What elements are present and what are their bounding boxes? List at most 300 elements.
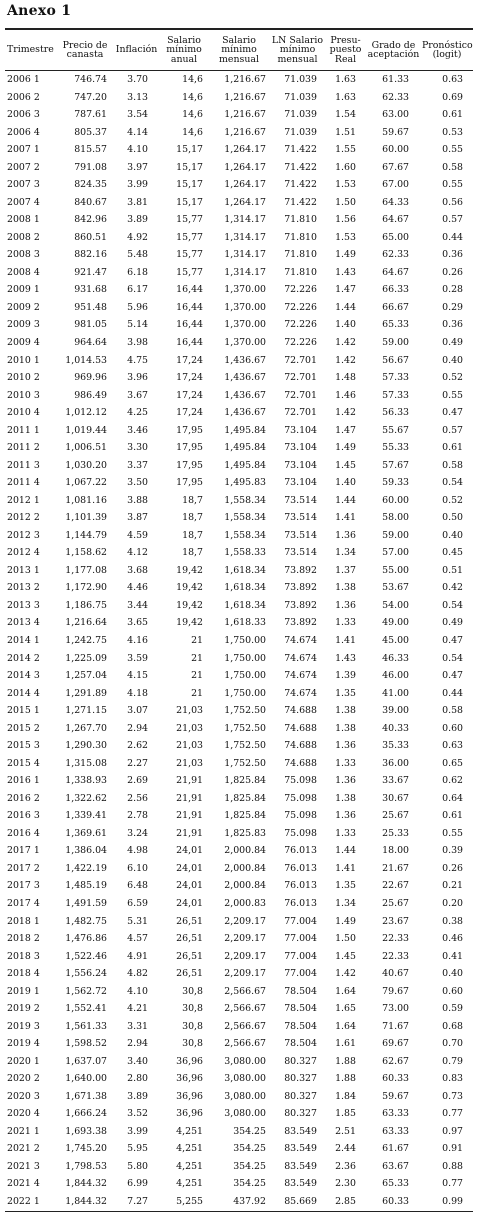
table-row xyxy=(5,211,473,229)
column-header: Pronóstico (logit) xyxy=(421,30,473,71)
table-cell: 77.004 xyxy=(284,933,317,945)
table-cell: 2.30 xyxy=(335,1178,356,1190)
table-cell: 25.33 xyxy=(382,827,409,839)
table-cell: 1,750.00 xyxy=(224,652,266,664)
table-cell: 15,17 xyxy=(176,196,203,208)
table-cell: 15,77 xyxy=(176,266,203,278)
table-row xyxy=(5,597,473,615)
table-cell: 4.59 xyxy=(127,529,148,541)
table-cell: 3.98 xyxy=(127,336,148,348)
table-cell: 969.96 xyxy=(74,372,107,384)
table-cell: 1,558.34 xyxy=(224,529,266,541)
table-cell: 73.514 xyxy=(284,494,317,506)
table-cell: 2011 4 xyxy=(7,477,40,489)
table-cell: 2018 4 xyxy=(7,968,40,980)
table-cell: 1,338.93 xyxy=(65,775,107,787)
table-cell: 3.07 xyxy=(127,705,148,717)
table-cell: 1.40 xyxy=(335,319,356,331)
table-row xyxy=(5,316,473,334)
table-row xyxy=(5,755,473,773)
table-cell: 1.54 xyxy=(335,109,356,121)
table-cell: 83.549 xyxy=(284,1178,317,1190)
table-cell: 57.33 xyxy=(382,389,409,401)
table-cell: 30,8 xyxy=(182,985,203,997)
table-cell: 24,01 xyxy=(176,862,203,874)
table-cell: 4.75 xyxy=(127,354,148,366)
table-cell: 17,24 xyxy=(176,372,203,384)
table-cell: 25.67 xyxy=(382,897,409,909)
table-cell: 2020 2 xyxy=(7,1073,40,1085)
table-cell: 0.50 xyxy=(442,512,463,524)
table-cell: 2013 1 xyxy=(7,564,40,576)
table-cell: 2019 3 xyxy=(7,1020,40,1032)
table-cell: 0.49 xyxy=(442,336,463,348)
table-cell: 80.327 xyxy=(284,1090,317,1102)
table-cell: 2019 4 xyxy=(7,1038,40,1050)
table-cell: 14,6 xyxy=(182,91,203,103)
table-cell: 931.68 xyxy=(74,284,107,296)
table-cell: 21,91 xyxy=(176,775,203,787)
table-cell: 860.51 xyxy=(74,231,107,243)
table-cell: 71.810 xyxy=(284,214,317,226)
table-cell: 14,6 xyxy=(182,109,203,121)
table-cell: 1,825.84 xyxy=(224,810,266,822)
table-cell: 1,618.34 xyxy=(224,582,266,594)
table-cell: 1,495.84 xyxy=(224,459,266,471)
table-cell: 18,7 xyxy=(182,529,203,541)
table-cell: 71.039 xyxy=(284,109,317,121)
table-cell: 1.36 xyxy=(335,775,356,787)
table-cell: 2010 2 xyxy=(7,372,40,384)
table-cell: 0.65 xyxy=(442,757,463,769)
table-cell: 1.38 xyxy=(335,792,356,804)
table-cell: 1,186.75 xyxy=(65,599,107,611)
table-cell: 1.42 xyxy=(335,336,356,348)
table-cell: 74.688 xyxy=(284,757,317,769)
table-cell: 2,209.17 xyxy=(224,915,266,927)
table-cell: 1,012.12 xyxy=(65,407,107,419)
table-cell: 1,752.50 xyxy=(224,757,266,769)
table-cell: 63.33 xyxy=(382,1125,409,1137)
table-cell: 74.688 xyxy=(284,740,317,752)
table-cell: 2.44 xyxy=(335,1143,356,1155)
table-cell: 2007 3 xyxy=(7,179,40,191)
table-cell: 3.59 xyxy=(127,652,148,664)
table-cell: 1,172.90 xyxy=(65,582,107,594)
table-cell: 1,798.53 xyxy=(65,1160,107,1172)
table-cell: 1.35 xyxy=(335,880,356,892)
table-cell: 2020 1 xyxy=(7,1055,40,1067)
table-cell: 3.99 xyxy=(127,1125,148,1137)
table-cell: 4.25 xyxy=(127,407,148,419)
table-cell: 60.33 xyxy=(366,1193,421,1211)
table-cell: 1.63 xyxy=(335,91,356,103)
table-cell: 71.039 xyxy=(284,91,317,103)
table-cell: 0.58 xyxy=(442,459,463,471)
table-cell: 1,561.33 xyxy=(65,1020,107,1032)
table-cell: 3.24 xyxy=(127,827,148,839)
table-cell: 0.97 xyxy=(442,1125,463,1137)
table-cell: 0.47 xyxy=(442,670,463,682)
table-cell: 25.67 xyxy=(382,810,409,822)
table-row xyxy=(5,159,473,177)
table-cell: 1.51 xyxy=(335,126,356,138)
table-cell: 2009 1 xyxy=(7,284,40,296)
table-cell: 1.41 xyxy=(335,635,356,646)
table-cell: 2015 4 xyxy=(7,757,40,769)
table-row xyxy=(5,124,473,142)
table-cell: 73.514 xyxy=(284,529,317,541)
table-cell: 36,96 xyxy=(176,1055,203,1067)
table-cell: 0.59 xyxy=(442,1003,463,1015)
table-cell: 66.67 xyxy=(382,301,409,313)
table-cell: 3.37 xyxy=(127,459,148,471)
table-cell: 2007 1 xyxy=(7,144,40,156)
table-cell: 0.55 xyxy=(442,144,463,156)
table-cell: 75.098 xyxy=(284,775,317,787)
table-row xyxy=(5,614,473,632)
table-cell: 1.88 xyxy=(335,1055,356,1067)
table-cell: 1.38 xyxy=(335,722,356,734)
table-cell: 4.12 xyxy=(127,547,148,559)
table-cell: 1,422.19 xyxy=(65,862,107,874)
table-cell: 72.701 xyxy=(284,372,317,384)
table-cell: 2,566.67 xyxy=(224,985,266,997)
table-cell: 2015 2 xyxy=(7,722,40,734)
table-cell: 60.00 xyxy=(382,144,409,156)
table-cell: 23.67 xyxy=(382,915,409,927)
table-cell: 1,030.20 xyxy=(65,459,107,471)
table-cell: 4.16 xyxy=(127,635,148,646)
table-cell: 0.40 xyxy=(442,354,463,366)
table-cell: 64.67 xyxy=(382,214,409,226)
table-cell: 73.104 xyxy=(284,477,317,489)
table-row xyxy=(5,632,473,650)
table-cell: 2018 1 xyxy=(7,915,40,927)
table-cell: 1,693.38 xyxy=(65,1125,107,1137)
table-cell: 0.40 xyxy=(442,529,463,541)
table-cell: 59.67 xyxy=(382,1090,409,1102)
table-row xyxy=(5,492,473,510)
table-cell: 80.327 xyxy=(284,1055,317,1067)
table-cell: 0.36 xyxy=(442,319,463,331)
table-cell: 2018 3 xyxy=(7,950,40,962)
table-cell: 24,01 xyxy=(176,880,203,892)
table-cell: 824.35 xyxy=(74,179,107,191)
table-cell: 1.61 xyxy=(335,1038,356,1050)
table-row xyxy=(5,720,473,738)
table-cell: 59.00 xyxy=(382,336,409,348)
table-cell: 74.674 xyxy=(284,635,317,646)
table-cell: 55.67 xyxy=(382,424,409,436)
table-cell: 2010 4 xyxy=(7,407,40,419)
table-cell: 1,386.04 xyxy=(65,845,107,857)
table-cell: 62.33 xyxy=(382,249,409,261)
table-cell: 6.18 xyxy=(127,266,148,278)
table-cell: 0.54 xyxy=(442,477,463,489)
table-cell: 56.33 xyxy=(382,407,409,419)
table-cell: 2006 2 xyxy=(7,91,40,103)
table-cell: 0.26 xyxy=(442,266,463,278)
table-cell: 3.67 xyxy=(127,389,148,401)
table-cell: 0.41 xyxy=(442,950,463,962)
table-cell: 73.104 xyxy=(284,442,317,454)
table-cell: 71.422 xyxy=(284,144,317,156)
table-cell: 3.96 xyxy=(127,372,148,384)
table-cell: 0.53 xyxy=(442,126,463,138)
table-cell: 2,209.17 xyxy=(224,950,266,962)
table-cell: 78.504 xyxy=(284,985,317,997)
table-cell: 55.00 xyxy=(382,564,409,576)
table-cell: 40.33 xyxy=(382,722,409,734)
table-cell: 0.73 xyxy=(442,1090,463,1102)
table-cell: 0.77 xyxy=(442,1108,463,1120)
table-cell: 354.25 xyxy=(233,1143,266,1155)
table-cell: 3.70 xyxy=(127,74,148,85)
table-cell: 5.31 xyxy=(127,915,148,927)
table-cell: 1,485.19 xyxy=(65,880,107,892)
table-cell: 2018 2 xyxy=(7,933,40,945)
table-cell: 78.504 xyxy=(284,1038,317,1050)
table-cell: 26,51 xyxy=(176,968,203,980)
table-cell: 15,77 xyxy=(176,214,203,226)
table-cell: 64.33 xyxy=(382,196,409,208)
table-cell: 1.43 xyxy=(335,266,356,278)
table-cell: 1,671.38 xyxy=(65,1090,107,1102)
table-cell: 21 xyxy=(191,687,203,699)
table-cell: 19,42 xyxy=(176,617,203,629)
table-cell: 16,44 xyxy=(176,319,203,331)
table-cell: 1.63 xyxy=(335,74,356,85)
table-cell: 2008 3 xyxy=(7,249,40,261)
table-cell: 2013 3 xyxy=(7,599,40,611)
table-cell: 1,370.00 xyxy=(224,301,266,313)
table-cell: 77.004 xyxy=(284,950,317,962)
table-cell: 0.60 xyxy=(442,985,463,997)
table-cell: 74.688 xyxy=(284,705,317,717)
table-cell: 882.16 xyxy=(74,249,107,261)
table-cell: 5,255 xyxy=(160,1193,208,1211)
table-cell: 75.098 xyxy=(284,792,317,804)
table-cell: 2021 1 xyxy=(7,1125,40,1137)
table-cell: 2016 3 xyxy=(7,810,40,822)
table-row xyxy=(5,1193,473,1211)
table-cell: 2,000.84 xyxy=(224,880,266,892)
table-cell: 75.098 xyxy=(284,810,317,822)
table-cell: 1,482.75 xyxy=(65,915,107,927)
table-cell: 840.67 xyxy=(74,196,107,208)
table-cell: 3.52 xyxy=(127,1108,148,1120)
table-cell: 49.00 xyxy=(382,617,409,629)
table-cell: 1.49 xyxy=(335,249,356,261)
table-cell: 3.89 xyxy=(127,214,148,226)
table-cell: 2,566.67 xyxy=(224,1003,266,1015)
table-cell: 2021 4 xyxy=(7,1178,40,1190)
column-header: Salario mínimo mensual xyxy=(208,30,270,71)
table-cell: 71.039 xyxy=(284,74,317,85)
table-cell: 71.422 xyxy=(284,196,317,208)
table-row xyxy=(5,948,473,966)
table-body xyxy=(5,71,473,1212)
table-cell: 815.57 xyxy=(74,144,107,156)
table-cell: 21 xyxy=(191,670,203,682)
table-cell: 18.00 xyxy=(382,845,409,857)
table-cell: 787.61 xyxy=(74,109,107,121)
table-cell: 22.33 xyxy=(382,950,409,962)
table-cell: 1.48 xyxy=(335,372,356,384)
table-cell: 951.48 xyxy=(74,301,107,313)
table-cell: 1.50 xyxy=(335,933,356,945)
table-cell: 1.88 xyxy=(335,1073,356,1085)
table-cell: 0.56 xyxy=(442,196,463,208)
table-cell: 71.810 xyxy=(284,231,317,243)
table-cell: 2.27 xyxy=(127,757,148,769)
table-cell: 1.45 xyxy=(335,459,356,471)
table-cell: 54.00 xyxy=(382,599,409,611)
table-row xyxy=(5,930,473,948)
table-cell: 4.57 xyxy=(127,933,148,945)
table-cell: 2007 2 xyxy=(7,161,40,173)
table-cell: 67.00 xyxy=(382,179,409,191)
table-cell: 73.514 xyxy=(284,512,317,524)
table-cell: 2007 4 xyxy=(7,196,40,208)
table-cell: 83.549 xyxy=(284,1143,317,1155)
table-cell: 6.99 xyxy=(127,1178,148,1190)
table-cell: 0.61 xyxy=(442,810,463,822)
table-cell: 4,251 xyxy=(176,1125,203,1137)
table-cell: 46.33 xyxy=(382,652,409,664)
table-cell: 2011 3 xyxy=(7,459,40,471)
table-cell: 4.14 xyxy=(127,126,148,138)
table-cell: 65.33 xyxy=(382,1178,409,1190)
table-cell: 0.69 xyxy=(442,91,463,103)
table-cell: 1,750.00 xyxy=(224,670,266,682)
table-row xyxy=(5,334,473,352)
table-cell: 16,44 xyxy=(176,336,203,348)
table-cell: 80.327 xyxy=(284,1108,317,1120)
table-cell: 56.67 xyxy=(382,354,409,366)
table-row xyxy=(5,387,473,405)
table-cell: 74.688 xyxy=(284,722,317,734)
table-cell: 1.44 xyxy=(335,494,356,506)
table-cell: 15,17 xyxy=(176,179,203,191)
table-cell: 1.33 xyxy=(335,827,356,839)
table-row xyxy=(5,650,473,668)
table-cell: 3.44 xyxy=(127,599,148,611)
table-cell: 63.33 xyxy=(382,1108,409,1120)
table-cell: 1.64 xyxy=(335,1020,356,1032)
table-cell: 6.10 xyxy=(127,862,148,874)
table-cell: 0.54 xyxy=(442,599,463,611)
table-cell: 0.44 xyxy=(442,687,463,699)
table-cell: 1,339.41 xyxy=(65,810,107,822)
table-cell: 437.92 xyxy=(208,1193,270,1211)
table-row xyxy=(5,913,473,931)
table-row xyxy=(5,562,473,580)
table-cell: 73.514 xyxy=(284,547,317,559)
table-cell: 1,216.67 xyxy=(224,74,266,85)
table-cell: 1,522.46 xyxy=(65,950,107,962)
table-cell: 1,752.50 xyxy=(224,705,266,717)
table-cell: 2.85 xyxy=(325,1193,366,1211)
table-row xyxy=(5,194,473,212)
table-cell: 2011 2 xyxy=(7,442,40,454)
table-cell: 36,96 xyxy=(176,1090,203,1102)
table-cell: 1,242.75 xyxy=(65,635,107,646)
table-cell: 17,24 xyxy=(176,354,203,366)
table-cell: 747.20 xyxy=(74,91,107,103)
table-cell: 791.08 xyxy=(74,161,107,173)
table-cell: 76.013 xyxy=(284,897,317,909)
table-cell: 15,77 xyxy=(176,249,203,261)
table-cell: 3.68 xyxy=(127,564,148,576)
table-cell: 73.892 xyxy=(284,582,317,594)
table-cell: 1,558.34 xyxy=(224,512,266,524)
table-row xyxy=(5,790,473,808)
table-cell: 40.67 xyxy=(382,968,409,980)
table-cell: 36.00 xyxy=(382,757,409,769)
table-cell: 2009 2 xyxy=(7,301,40,313)
table-row xyxy=(5,983,473,1001)
table-cell: 0.91 xyxy=(442,1143,463,1155)
table-cell: 1,495.84 xyxy=(224,442,266,454)
table-cell: 1,216.67 xyxy=(224,109,266,121)
table-cell: 2,000.83 xyxy=(224,897,266,909)
table-row xyxy=(5,1035,473,1053)
table-cell: 30,8 xyxy=(182,1020,203,1032)
table-cell: 74.674 xyxy=(284,652,317,664)
table-cell: 1,315.08 xyxy=(65,757,107,769)
table-cell: 2008 4 xyxy=(7,266,40,278)
table-cell: 1,844.32 xyxy=(65,1178,107,1190)
table-cell: 83.549 xyxy=(284,1125,317,1137)
table-cell: 59.67 xyxy=(382,126,409,138)
table-cell: 0.47 xyxy=(442,407,463,419)
table-row xyxy=(5,229,473,247)
table-cell: 1,436.67 xyxy=(224,389,266,401)
table-cell: 1,264.17 xyxy=(224,144,266,156)
table-cell: 0.38 xyxy=(442,915,463,927)
table-cell: 0.88 xyxy=(442,1160,463,1172)
table-row xyxy=(5,176,473,194)
table-cell: 2016 2 xyxy=(7,792,40,804)
table-cell: 73.00 xyxy=(382,1003,409,1015)
table-cell: 6.17 xyxy=(127,284,148,296)
table-row xyxy=(5,246,473,264)
table-cell: 0.29 xyxy=(442,301,463,313)
table-cell: 39.00 xyxy=(382,705,409,717)
table-cell: 21,03 xyxy=(176,757,203,769)
table-cell: 16,44 xyxy=(176,301,203,313)
table-cell: 1.42 xyxy=(335,968,356,980)
table-cell: 4.18 xyxy=(127,687,148,699)
table-row xyxy=(5,877,473,895)
table-cell: 2019 2 xyxy=(7,1003,40,1015)
table-cell: 2012 2 xyxy=(7,512,40,524)
table-cell: 1,825.84 xyxy=(224,775,266,787)
table-cell: 0.28 xyxy=(442,284,463,296)
table-row xyxy=(5,667,473,685)
table-row xyxy=(5,369,473,387)
table-cell: 0.58 xyxy=(442,161,463,173)
table-cell: 0.58 xyxy=(442,705,463,717)
table-cell: 4,251 xyxy=(176,1178,203,1190)
table-row xyxy=(5,1140,473,1158)
table-cell: 3.46 xyxy=(127,424,148,436)
table-cell: 22.67 xyxy=(382,880,409,892)
table-cell: 1.47 xyxy=(335,424,356,436)
table-cell: 17,95 xyxy=(176,424,203,436)
